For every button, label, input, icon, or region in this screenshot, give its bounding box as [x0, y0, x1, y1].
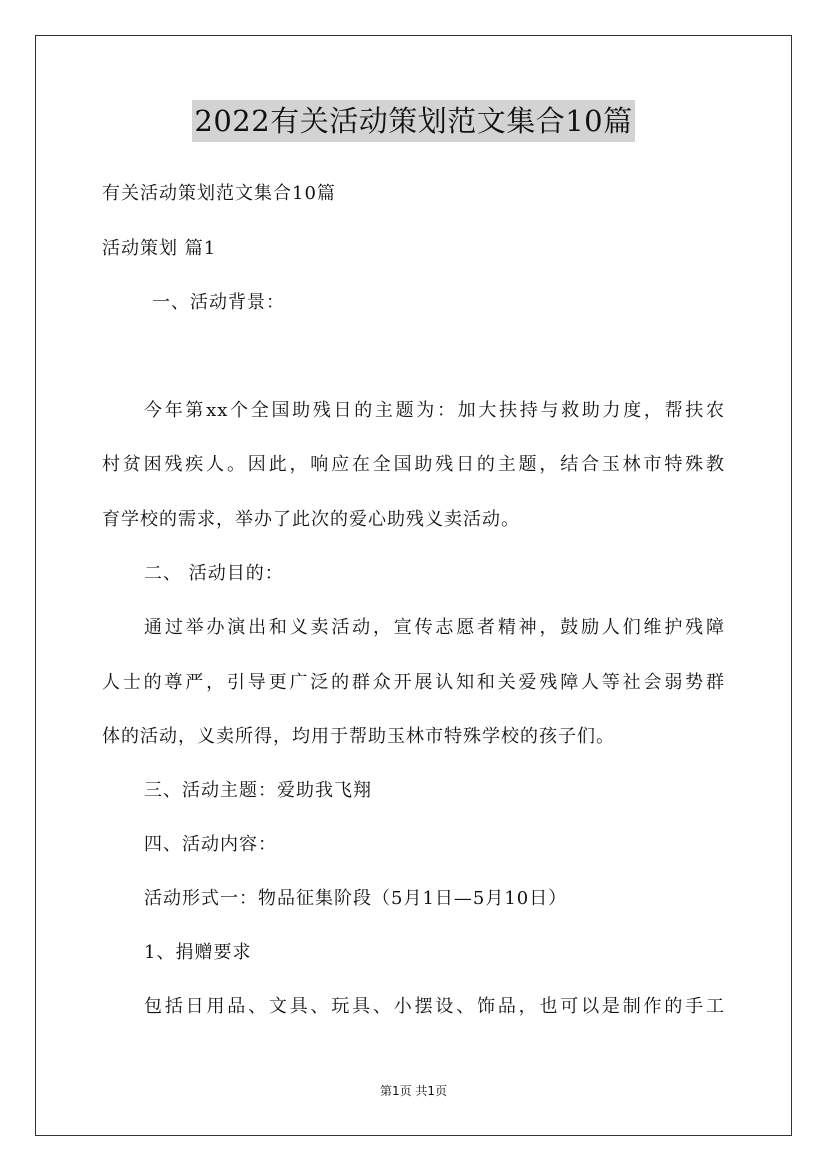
heading-theme: 三、活动主题：爱助我飞翔: [144, 780, 372, 801]
section-label: 活动策划 篇1: [102, 238, 217, 259]
activity-form-line: 活动形式一：物品征集阶段（5月1日—5月10日）: [144, 888, 568, 909]
paragraph-line: 体的活动，义卖所得，均用于帮助玉林市特殊学校的孩子们。: [102, 726, 615, 747]
paragraph-line: 村贫困残疾人。因此，响应在全国助残日的主题，结合玉林市特殊教: [102, 454, 725, 475]
paragraph-line: 育学校的需求，举办了此次的爱心助残义卖活动。: [102, 509, 520, 530]
paragraph-line: 今年第xx个全国助残日的主题为：加大扶持与救助力度，帮扶农: [144, 400, 725, 421]
heading-background: 一、活动背景：: [152, 292, 285, 313]
document-title: 2022有关活动策划范文集合10篇: [192, 100, 634, 142]
paragraph-line: 包括日用品、文具、玩具、小摆设、饰品，也可以是制作的手工: [144, 996, 725, 1017]
paragraph-line: 通过举办演出和义卖活动，宣传志愿者精神，鼓励人们维护残障: [144, 617, 725, 638]
list-item-heading: 1、捐赠要求: [144, 942, 252, 963]
heading-content: 四、活动内容：: [144, 834, 277, 855]
paragraph-line: 人士的尊严，引导更广泛的群众开展认知和关爱残障人等社会弱势群: [102, 672, 725, 693]
heading-purpose: 二、 活动目的：: [144, 563, 284, 584]
subtitle: 有关活动策划范文集合10篇: [102, 183, 336, 204]
page-footer: 第1页 共1页: [379, 1084, 448, 1098]
title-container: [0, 100, 827, 142]
